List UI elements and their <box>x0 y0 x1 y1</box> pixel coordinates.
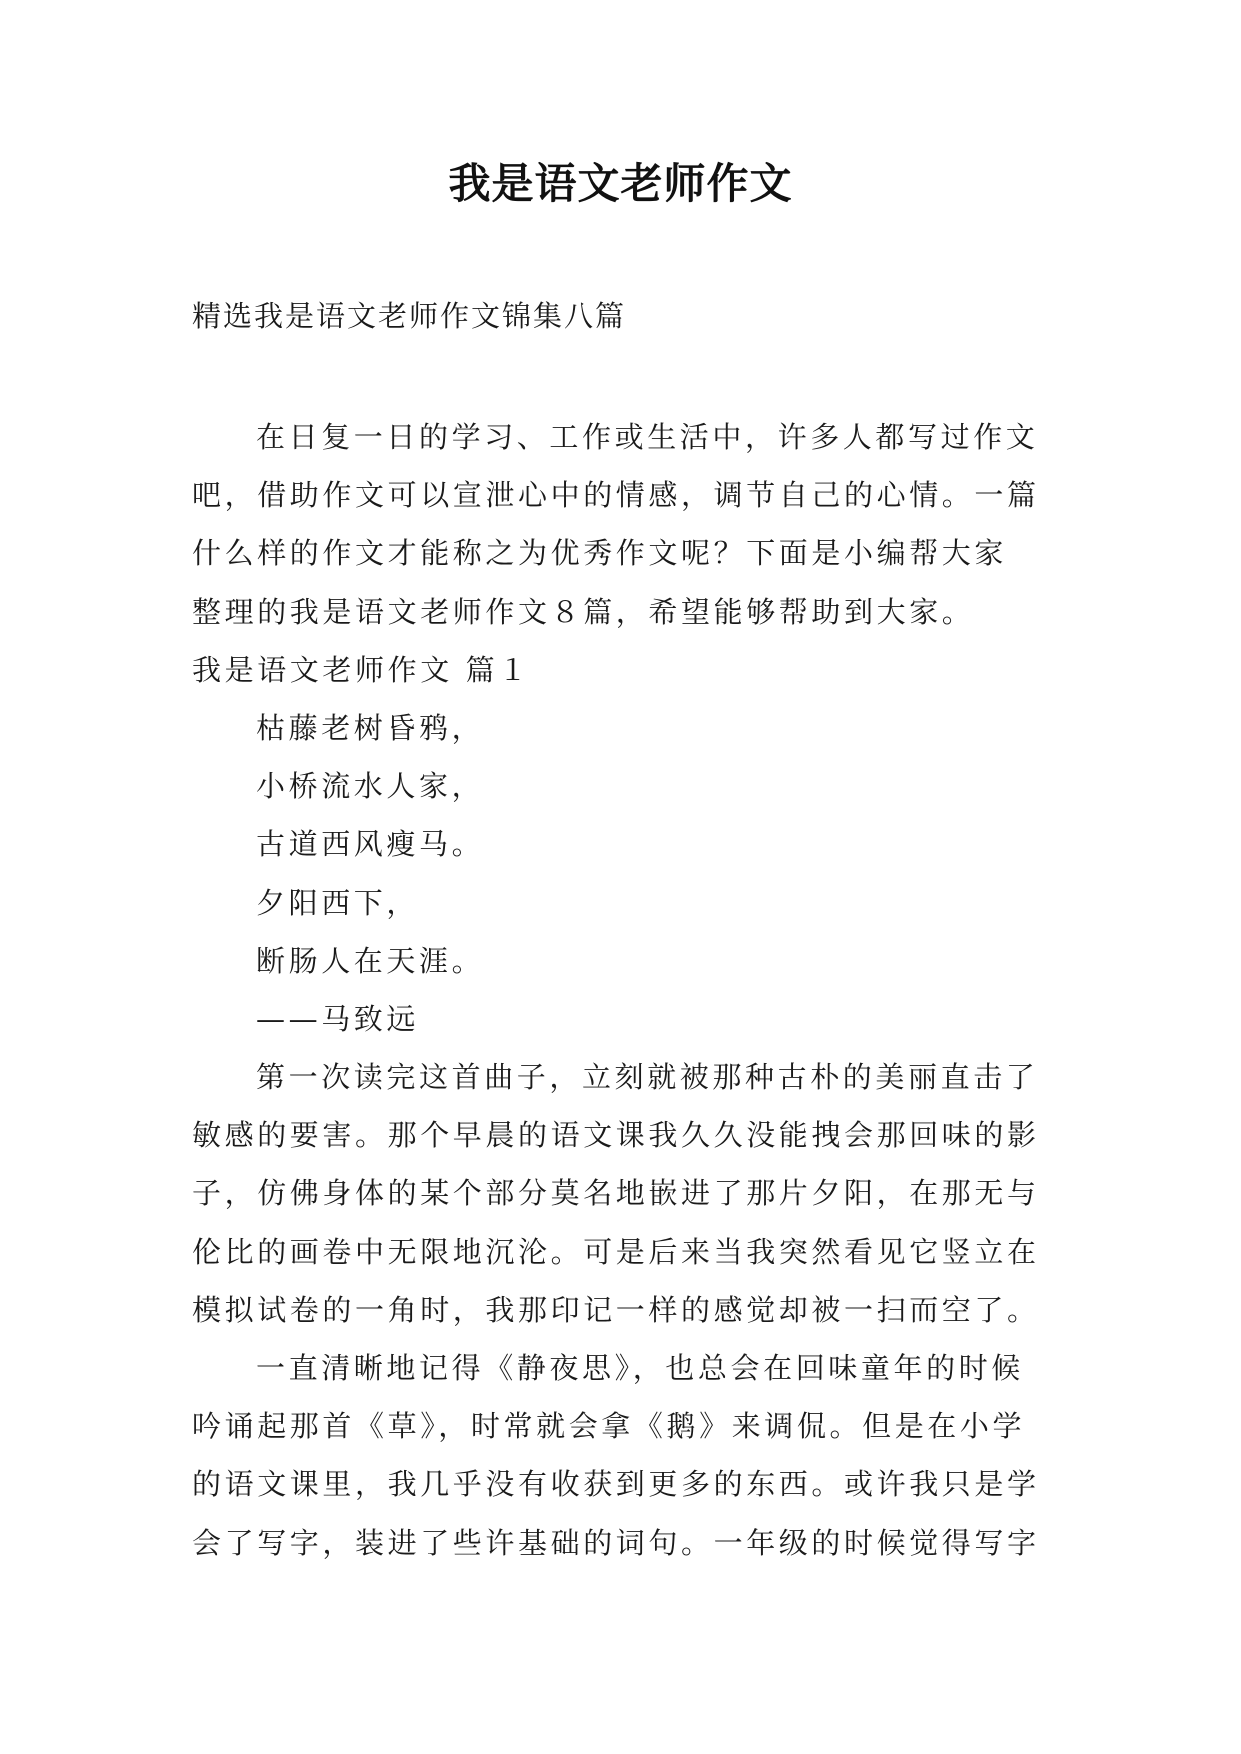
text-line: 我是语文老师作文 篇１ <box>192 652 531 687</box>
text-line: 一直清晰地记得《静夜思》，也总会在回味童年的时候 <box>256 1351 1024 1385</box>
text-line: 枯藤老树昏鸦， <box>256 710 485 745</box>
text-line: 模拟试卷的一角时，我那印记一样的感觉却被一扫而空了。 <box>192 1292 1040 1327</box>
text-line: 第一次读完这首曲子，立刻就被那种古朴的美丽直击了 <box>256 1060 1039 1095</box>
text-line: 伦比的画卷中无限地沉沦。可是后来当我突然看见它竖立在 <box>192 1234 1040 1269</box>
text-line: 夕阳西下， <box>256 885 420 920</box>
document-subtitle: 精选我是语文老师作文锦集八篇 <box>192 299 627 333</box>
text-line: ——马致远 <box>256 1001 420 1036</box>
text-line: 子，仿佛身体的某个部分莫名地嵌进了那片夕阳，在那无与 <box>192 1176 1040 1211</box>
text-line: 吧，借助作文可以宣泄心中的情感，调节自己的心情。一篇 <box>192 478 1040 513</box>
text-line: 什么样的作文才能称之为优秀作文呢？下面是小编帮大家 <box>192 536 1008 571</box>
text-line: 小桥流水人家， <box>256 769 485 804</box>
text-line: 敏感的要害。那个早晨的语文课我久久没能拽会那回味的影 <box>192 1118 1040 1153</box>
text-line: 古道西风瘦马。 <box>256 827 485 862</box>
text-line: 会了写字，装进了些许基础的词句。一年级的时候觉得写字 <box>192 1525 1040 1560</box>
text-line: 断肠人在天涯。 <box>256 943 485 978</box>
text-line: 整理的我是语文老师作文８篇，希望能够帮助到大家。 <box>192 594 975 629</box>
text-line: 在日复一日的学习、工作或生活中，许多人都写过作文 <box>256 420 1039 454</box>
text-line: 的语文课里，我几乎没有收获到更多的东西。或许我只是学 <box>192 1467 1040 1502</box>
document-body <box>192 408 1092 1572</box>
document-title: 我是语文老师作文 <box>448 159 793 208</box>
text-line: 吟诵起那首《草》，时常就会拿《鹅》来调侃。但是在小学 <box>192 1409 1026 1444</box>
